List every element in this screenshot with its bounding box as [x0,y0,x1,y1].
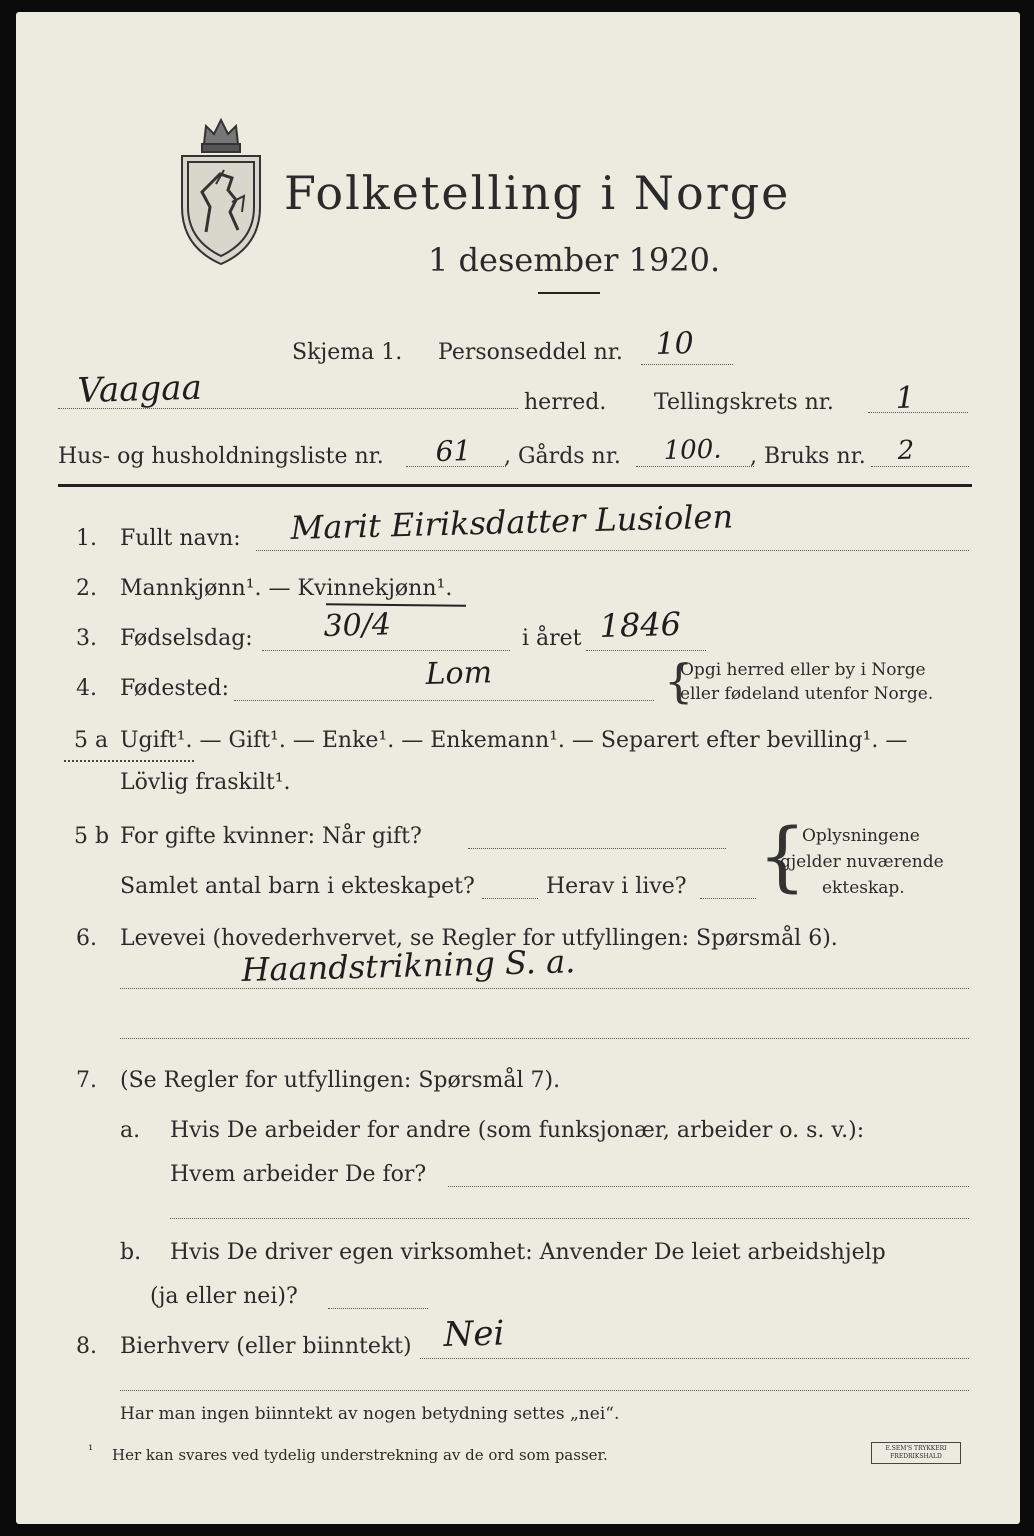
q7b-line2: (ja eller nei)? [150,1284,298,1309]
q7a-line1: Hvis De arbeider for andre (som funksjonær, arbeider o. s. v.): [170,1118,865,1143]
herred-value: Vaagaa [77,367,203,411]
kvinnekjonn-underline [326,603,466,606]
birthplace-value: Lom [425,655,493,692]
birthplace-note-line2: eller fødeland utenfor Norge. [680,684,934,704]
q5b-line1: For gifte kvinner: Når gift? [120,824,422,849]
year-label: i året [522,626,582,651]
form-title: Folketelling i Norge [284,166,791,220]
q5b-note-line3: ekteskap. [822,878,905,898]
q6-number: 6. [76,926,97,951]
personseddel-value: 10 [655,326,695,362]
skjema-label: Skjema 1. [292,340,403,365]
marital-status-options-2: Lövlig fraskilt¹. [120,770,291,795]
q5b-number: 5 b [74,824,110,849]
birthplace-note-brace: { [664,654,694,708]
marital-status-options: Ugift¹. — Gift¹. — Enke¹. — Enkemann¹. — Separert efter bevilling¹. — [120,728,908,753]
q5a-number: 5 a [74,728,109,753]
header-rule [58,484,972,487]
footnote-mark: ¹ [88,1443,94,1458]
q5b-note-line1: Oplysningene [802,826,920,846]
tellingskrets-label: Tellingskrets nr. [654,390,834,415]
q7b-line1: Hvis De driver egen virksomhet: Anvender De leiet arbeidshjelp [170,1240,886,1265]
footer-note: Har man ingen biinntekt av nogen betydning settes „nei“. [120,1404,620,1424]
side-income-value: Nei [443,1313,505,1355]
q7-label: (Se Regler for utfyllingen: Spørsmål 7). [120,1068,561,1093]
ugift-underline [64,760,194,762]
q5b-alive-label: Herav i live? [546,874,687,899]
full-name-value: Marit Eiriksdatter Lusiolen [290,497,734,547]
footnote-text: Her kan svares ved tydelig understrekning av de ord som passer. [112,1446,608,1464]
hus-value: 61 [435,434,472,468]
norwegian-coat-of-arms-icon [176,112,266,267]
birthplace-note-line1: Opgi herred eller by i Norge [680,660,926,680]
q1-number: 1. [76,526,97,551]
q8-number: 8. [76,1334,97,1359]
census-form [16,12,1020,1524]
gards-label: , Gårds nr. [504,444,621,469]
q6-label: Levevei (hovederhvervet, se Regler for utfyllingen: Spørsmål 6). [120,926,838,951]
personseddel-label: Personseddel nr. [438,340,623,365]
q3-label: Fødselsdag: [120,626,253,651]
q8-label: Bierhverv (eller biinntekt) [120,1334,412,1359]
q5b-children-label: Samlet antal barn i ekteskapet? [120,874,475,899]
q1-label: Fullt navn: [120,526,241,551]
hus-label: Hus- og husholdningsliste nr. [58,444,384,469]
herred-label: herred. [524,390,607,415]
birthdate-value: 30/4 [323,607,392,644]
q7a-letter: a. [120,1118,141,1143]
q3-number: 3. [76,626,97,651]
gender-options: Mannkjønn¹. — Kvinnekjønn¹. [120,576,453,601]
q5b-note-line2: gjelder nuværende [780,852,944,872]
q4-number: 4. [76,676,97,701]
occupation-value: Haandstrikning S. a. [241,942,576,989]
q7-number: 7. [76,1068,97,1093]
q5b-note-brace: { [758,811,807,900]
census-date: 1 desember 1920. [428,241,721,279]
gards-value: 100. [663,434,722,466]
q2-number: 2. [76,576,97,601]
q7a-line2: Hvem arbeider De for? [170,1162,427,1187]
printer-mark: E.SEM'S TRYKKERI FREDRIKSHALD [871,1442,961,1464]
birth-year-value: 1846 [599,604,682,645]
bruks-label: , Bruks nr. [750,444,866,469]
bruks-value: 2 [897,435,915,466]
q4-label: Fødested: [120,676,230,701]
tellingskrets-value: 1 [895,380,916,416]
title-divider [538,292,600,294]
q7b-letter: b. [120,1240,142,1265]
